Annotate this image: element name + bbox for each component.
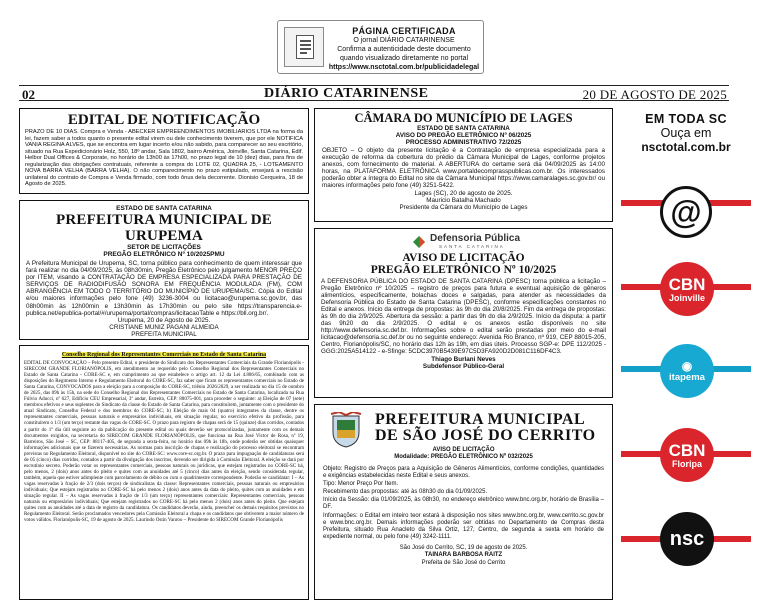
defensoria-title2: PREGÃO ELETRÔNICO Nº 10/2025 <box>370 264 557 276</box>
urupema-sector: SETOR DE LICITAÇÕES <box>127 244 201 251</box>
urupema-date: Urupema, 20 de Agosto de 2025. <box>117 316 211 324</box>
defensoria-emblem-icon <box>411 234 427 250</box>
defensoria-logo-state: SANTA CATARINA <box>439 244 505 249</box>
notice-camara-lages <box>314 108 613 222</box>
notice-defensoria <box>314 228 613 398</box>
ad-line1: EM TODA SC <box>645 112 727 126</box>
lages-subtitle: AVISO DO PREGÃO ELETRÔNICO Nº 06/2025 <box>395 132 532 139</box>
lages-role: Presidente da Câmara do Município de Lages <box>399 204 528 212</box>
cerrito-modality: Modalidade: PREGÃO ELETRÔNICO Nº 032/2025 <box>394 454 533 460</box>
lages-process: PROCESSO ADMINISTRATIVO 72/2025 <box>405 139 522 146</box>
urupema-state: ESTADO DE SANTA CATARINA <box>116 205 212 212</box>
cerrito-title2: DE SÃO JOSÉ DO CERRITO <box>375 427 596 444</box>
certificate-line1: O jornal DIÁRIO CATARINENSE <box>353 37 455 44</box>
lages-signer: Mauricio Batalha Machado <box>426 196 501 204</box>
cbn-floripa-bottom: Floripa <box>671 458 702 469</box>
cerrito-objeto: Objeto: Registro de Preços para a Aquisição de Gêneros Alimentícios, conforme condições, quantidades e exigências estabelecidas neste Edital e seus anexos. <box>323 466 604 480</box>
urupema-signer: CRISTIANE MUNIZ PAGANI ALMEIDA <box>109 323 219 331</box>
publication-date: 20 DE AGOSTO DE 2025 <box>582 87 727 102</box>
notice-body: PRAZO DE 10 DIAS. Compra e Venda - ABECKER EMPREENDIMENTOS IMOBILIARIOS LTDA na forma da lei, fazem saber a todos quanto o presente edital virem ou dele conhecimento tiverem, que por ele NOTIFICA VANIA REGINA ALVES, que se encontra em lugar incerto e/ou não sabido, para comparecer ao seu escritório, situado na Rua Expedicionário Holz, 550, 18º andar, Sala 1802, bairro América, Joinville, Santa Catarina, Edif. Helbor Dual Offices & Corporate, no horário de 13h00 às 17h00, no prazo legal de 10 (dez) dias, para fins de regularização das obrigações contratuais, referente a compra do LOTE 02, QUADRA 25, - LOTEAMENTO NOVA BARRA VELHA (BARRA VELHA). O não comparecimento no prazo estipulado, ensejará a rescisão unilateral do contrato de Compra e Venda firmado, com todo ônus dela decorrente. Dionisio Cerqueira, 18 de Agosto de 2025. <box>25 129 303 187</box>
notice-sao-jose-cerrito <box>314 404 613 600</box>
defensoria-signer: Thiago Burlani Neves <box>431 355 496 363</box>
cerrito-recebimento: Recebimento das propostas: até às 08h30 do dia 01/09/2025. <box>323 489 488 496</box>
cbn-floripa-top: CBN <box>668 440 706 460</box>
nsc-label: nsc <box>669 528 705 550</box>
certificate-line3: quando visualizado diretamente no portal <box>339 55 469 62</box>
lages-state: ESTADO DE SANTA CATARINA <box>417 125 510 132</box>
page-number: 02 <box>22 87 35 102</box>
atlantida-logo <box>660 186 712 238</box>
cerrito-notice: AVISO DE LICITAÇÃO <box>432 447 495 453</box>
defensoria-body: A DEFENSORIA PÚBLICA DO ESTADO DE SANTA CATARINA (DPESC) torna pública a licitação – Pregão Eletrônico nº 10/2025 – registro de preços para futura e eventual aquisição de gêneros alimentícios, especificamente, bolachas doces e salgadas, para atender as necessidades da Defensoria Pública do Estado de Santa Catarina (DPESC), conforme especificações constantes no Edital e anexos. Início da entrega de propostas: às 9h do dia 20/8/2025. Fim da entrega de propostas: às 9h do dia 2/9/2025. Abertura da sessão: a partir das 9h do dia 2/9/2025. Início da disputa: a partir das 9h20 do dia 2/9/2025. O edital e os anexos estão disponíveis no site http://www.defensoria.sc.def.br. Informações sobre o edital serão prestadas por meio do e-mail licitacao@defensoria.sc.def.br ou no seguinte endereço: Avenida Rio Branco, nº 919, CEP 88015-205, Centro, Florianópolis/SC, no horário das 12h às 19h, em dias úteis. Processo SGP-e: DPE 112/2025 - GGG:2025A514122 - e-Sfinge: 5CDC3970B5439E97C5D3FA920D2D081C116DF4C3. <box>321 278 606 356</box>
itapema-logo <box>660 344 714 398</box>
ad-line3: nsctotal.com.br <box>641 140 731 154</box>
cbn-joinville-top: CBN <box>668 274 706 294</box>
nsc-logo <box>660 512 714 566</box>
urupema-subtitle: PREGÃO ELETRÔNICO Nº 10/2025PMU <box>103 251 225 258</box>
certificate-title: PÁGINA CERTIFICADA <box>352 26 456 36</box>
cerrito-tipo: Tipo: Menor Preço Por Item. <box>323 481 399 488</box>
defensoria-logo-name: Defensoria Pública <box>430 233 521 244</box>
certificate-stamp <box>277 20 484 74</box>
lages-date: Lages (SC), 20 de agosto de 2025. <box>414 189 513 197</box>
cerrito-inicio: Início da Sessão: dia 01/09/2025, às 08h30, no endereço eletrônico www.bnc.org.br, horário de Brasília – DF. <box>323 497 604 511</box>
notice-edital-notificacao <box>19 108 309 194</box>
nsc-radio-ad[interactable] <box>621 106 751 600</box>
certificate-url[interactable]: https://www.nsctotal.com.br/publicidadelegal <box>328 64 480 71</box>
notice-urupema <box>19 200 309 340</box>
urupema-body: A Prefeitura Municipal de Urupema, SC, torna público para conhecimento de quem interessar que fará realizar no dia 04/09/2025, às 08h30min, Pregão Eletrônico pelo julgamento MENOR PREÇO por ITEM, visando a CONTRATAÇÃO DE EMPRESA ESPECIALIZADA PARA PRESTAÇÃO DE SERVIÇOS DE RADIODIFUSÃO SONORA EM FREQUÊNCIA MODULADA (FM), COM ABRANGÊNCIA EM TODO O TERRITÓRIO DO MUNICÍPIO DE URUPEMA/SC. Cópia do Edital e/ou maiores informações pelo fone (49) 3236-3004 ou licitacao@urupema.sc.gov.br, das 08h00min às 12h00min e 13h30min às 17h30min ou pelo site https://transparencia.e-publica.net/epublica-portal/#/urupema/portal/compras/licitacaoTable e https://bll.org.br/. <box>26 260 302 317</box>
document-icon <box>284 27 324 67</box>
itapema-label: itapema <box>669 371 705 383</box>
radio-waves-icon: ◉ <box>681 358 693 373</box>
notice-title: EDITAL DE NOTIFICAÇÃO <box>67 112 261 128</box>
defensoria-logo <box>321 232 606 252</box>
cbn-floripa-logo <box>660 428 714 482</box>
urupema-title: PREFEITURA MUNICIPAL DE URUPEMA <box>55 212 272 244</box>
cerrito-title1: PREFEITURA MUNICIPAL <box>375 411 586 428</box>
conselho-title: Conselho Regional dos Representantes Comerciais no Estado de Santa Catarina <box>61 352 267 358</box>
cbn-joinville-logo <box>660 262 714 316</box>
cerrito-informacoes: Informações: o Edital em inteiro teor estará à disposição nos sites www.bnc.org.br, www.cerrito.sc.gov.br e www.bnc.org.br. Demais informações poderão ser obtidas no Departamento de Compras desta Prefeitura, situado Rua Anacleto da Silva Ortiz, 127, Centro, de segunda a sexta em horário de expediente normal, ou pelo fone (49) 3242-1111. <box>323 512 604 540</box>
cerrito-date: São José do Cerrito, SC, 19 de agosto de 2025. <box>399 544 528 551</box>
at-icon: @ <box>670 194 702 230</box>
defensoria-title1: AVISO DE LICITAÇÃO <box>402 252 525 264</box>
lages-title: CÂMARA DO MUNICÍPIO DE LAGES <box>354 111 573 125</box>
cbn-joinville-bottom: Joinville <box>668 292 705 303</box>
lages-body: OBJETO – O objeto da presente licitação é a Contratação de empresa especializada para a execução de reforma da cobertura do prédio da Câmara Municipal de Lages, conforme projetos anexos, com fornecimento de material. A ABERTURA do certame será dia 04/09/2025 às 14:00 horas, na PLATAFORMA ELETRÔNICA www.portaldecomprasspublicas.com.br. Os interessados poderão obter a íntegra do Edital no site da Câmara Municipal https://www.camaralages.sc.gov.br/ ou maiores informações pelo fone (49) 3251-5422. <box>322 147 605 190</box>
cerrito-signer: TAINARA BARBOSA RAITZ <box>424 552 503 559</box>
notice-conselho-regional <box>19 345 309 600</box>
page-header <box>19 85 729 101</box>
cerrito-role: Prefeita de São José do Cerrito <box>421 559 506 566</box>
conselho-body: EDITAL DE CONVOCAÇÃO – Pelo presente Edital, o presidente do Sindicato dos Representantes Comerciais da Grande Florianópolis - SIRECOM GRANDE FLORIANÓPOLIS, em atendimento ao requerido pelo Conselho Regional dos Representantes Comerciais no Estado de Santa Catarina - CORE-SC e, em cumprimento ao que estabelece o artigo art. 12 da Lei 4.886/65, combinado com as disposições do Regimento Interno e Regulamento Eleitoral do CORE-SC, faz saber que ficam os representantes comerciais no Estado de Santa Catarina, CONVOCADOS para a eleição para a composição do CORE-SC, triênio 2026/2029, a ser realizada no dia 15 de outubro de 2025, das 09h às 15h, na sede do Conselho Regional dos Representantes Comerciais no Estado de Santa Catarina, localizada na Rua Fúlvio Aducci, nº 627, Edifício CEU Empresarial, 3º andar, Estreito, CEP: 88075-001, para proceder o seguinte: a) Eleição de 07 (sete) membros efetivos e seus suplentes do Sindicato da classe do Estado de Santa Catarina, para constituírem, juntamente com o presidente do atual Sindicato, Conselho Federal e dos membros do CORE-SC; b) Eleição de mais 04 (quatro) integrantes da classe, dentre os representantes comerciais, pessoas naturais e empresários individuais, em situação regular, no exercício efetivo da profissão, para constituírem o 1/3 (um terço) restante das vagas do CORE-SC. O prazo para registro de chapas será de 15 (quinze) dias corridos, contados a partir do 1º dia útil seguinte ao da publicação do presente edital ou quais deverão ser protocolizadas, juntamente com os demais documentos exigidos, na secretaria do SIRECOM GRANDE FLORIANÓPOLIS, que funciona na Rua José Victor de Rosa, nº 19, Barreiros, São José – SC, CEP: 88117-405, de segunda a sexta-feira, no horário das 09h às 18h, onde poderão ser obtidas quaisquer informações adicionais que se fizerem necessárias. As normas para inscrição de chapas e realização do processo eleitoral se encontram previstas no Regulamento Eleitoral, disponível no site do CORE-SC: www.core-sc.org.br. O prazo para impugnação de candidaturas será de 05 (cinco) dias corridos, contados a partir da divulgação dos inscritos, devendo ser dirigida à Comissão Eleitoral. A eleição se dará por escrutínio secreto. Poderão votar os representantes comerciais, pessoas naturais ou jurídicas, que estejam registrados no CORE-SC há, pelo menos, 2 (dois) anos antes do pleito e quites com as anuidades até 5 (cinco) dias antes da eleição, sendo considerada regular, também, aquela que estiver adimplente com parcelamento de débito ou com o quadrimestre correspondente. Poderão se candidatar: I – As vagas reservadas à fração de 2/3 (dois terços) de sindicalistas da classe: Representantes comerciais, pessoas naturais ou empresários individuais; Que estejam registrados no CORE-SC há pelo menos 2 (dois) anos antes da data do pleito, quites com as anuidades e em situação regular. II – As vagas reservadas à fração de 1/3 (um terço) representantes comerciais: Representantes comerciais, pessoas naturais ou empresários individuais; Que estejam registrados no CORE-SC há pelo menos 2 (dois) anos antes do pleito. Que estejam quites com as anuidades até a data de registro da candidatura. Os candidatos deverão, ainda, preencher os demais requisitos previstos no Regulamento Eleitoral. Serão proclamados vencedores pela Comissão Eleitoral a chapa e os candidatos que obtiverem a maior número de votos válidos. Florianópolis-SC, 19 de agosto de 2025. Laurindo Ostin Vanroo – Presidente do SIRECOM Grande Florianópolis <box>24 360 304 524</box>
ad-line2: Ouça em <box>660 126 712 140</box>
publication-title: DIÁRIO CATARINENSE <box>264 86 429 101</box>
cerrito-coat-of-arms-icon <box>329 412 363 448</box>
urupema-role: PREFEITA MUNICIPAL <box>131 331 197 339</box>
certificate-line2: Confirma a autenticidade deste documento <box>337 46 471 53</box>
defensoria-role: Subdefensor Público-Geral <box>422 362 505 370</box>
